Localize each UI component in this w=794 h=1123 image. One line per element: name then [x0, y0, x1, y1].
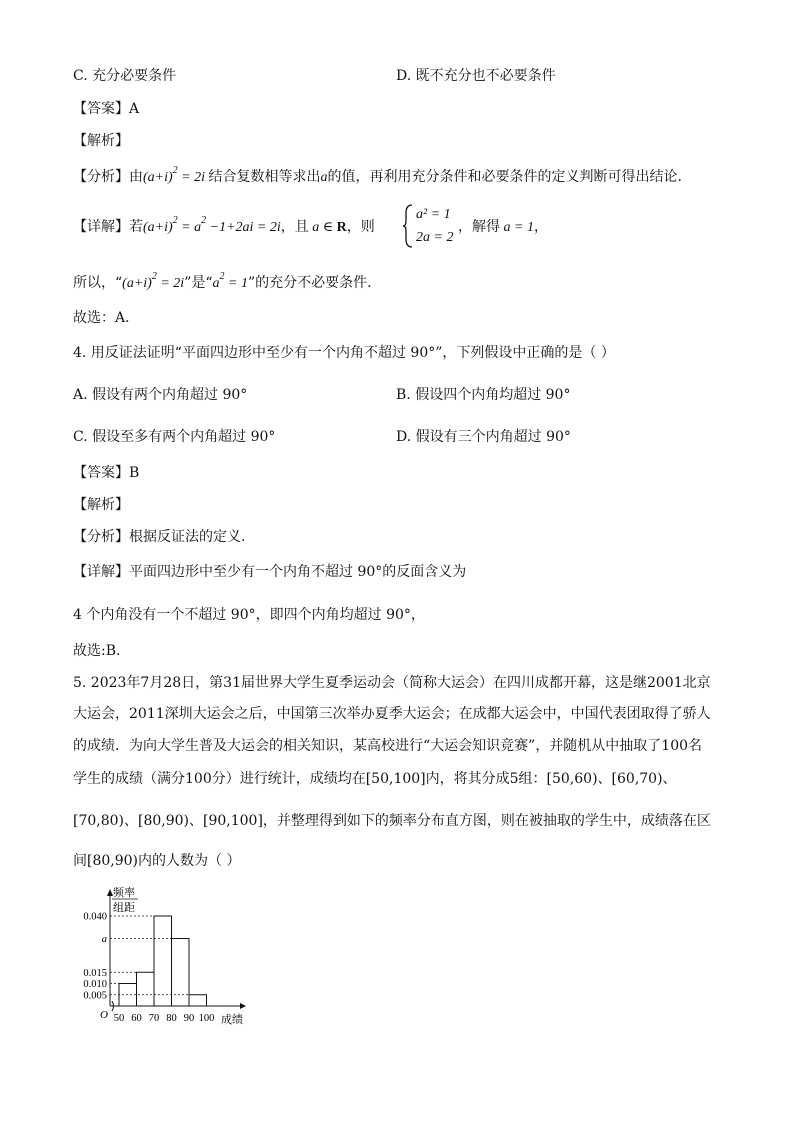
y-tick-label: 0.005 [83, 990, 107, 1002]
q3-jiexi: 【解析】 [73, 133, 129, 149]
q3-a-in-r: a ∈ R [308, 220, 347, 235]
x-tick-label: 100 [198, 1013, 215, 1024]
q3-a-eq-1: a = 1 [500, 220, 534, 235]
q4-option-a: A. 假设有两个内角超过 90° [73, 387, 248, 403]
q3-suoyi-mid: ”是“ [184, 275, 213, 291]
ylabel-top: 频率 [113, 887, 135, 899]
y-tick-label: 0.015 [83, 967, 107, 979]
q3-conclusion [73, 271, 372, 294]
y-tick-label: 0.010 [83, 979, 107, 990]
q3-option-c: C. 充分必要条件 [73, 68, 177, 84]
q5-line2: 大运会，2011深圳大运会之后，中国第三次举办夏季大运会；在成都大运会中，中国代表团取得了骄人 [73, 706, 711, 722]
histogram-bar [189, 995, 207, 1006]
q4-jiexi: 【解析】 [73, 497, 129, 513]
q3-xiangjie-sol: ，解得 [458, 219, 500, 235]
q4-guxuan: 故选:B. [73, 643, 121, 659]
eq-2a: 2a = 2 [416, 230, 454, 245]
y-tick-label: 0.040 [83, 911, 107, 923]
q3-fenxi-tail: 的值，再利用充分条件和必要条件的定义判断可得出结论. [327, 169, 682, 185]
q3-solution: ，解得 a = 1， [458, 219, 548, 235]
q4-option-b: B. 假设四个内角均超过 90° [396, 387, 571, 403]
histogram-bar [172, 939, 190, 1007]
q5-line3: 的成绩．为向大学生普及大运会的相关知识，某高校进行“大运会知识竞赛”，并随机从中抽取了100名 [73, 738, 703, 754]
x-axis-arrow-icon [240, 1003, 246, 1009]
q3-fenxi-a: a [320, 170, 328, 185]
q3-fenxi-formula: $(a+i)^2 = 2i$ [143, 165, 209, 185]
equation-system [402, 203, 414, 253]
histogram-bar [137, 972, 155, 1006]
q3-option-d: D. 既不充分也不必要条件 [396, 68, 556, 84]
x-axis-label: 成绩 [221, 1014, 243, 1026]
q3-xiangjie-formula: $(a+i)^2 = a^2 -1+2ai = 2i$ [143, 215, 281, 235]
q4-option-c: C. 假设至多有两个内角超过 90° [73, 429, 276, 445]
q3-fenxi-post: 结合复数相等求出 [208, 169, 321, 185]
x-tick-label: 80 [166, 1013, 177, 1024]
q5-line6: 间[80,90)内的人数为（ ） [73, 853, 241, 869]
q3-suoyi-a2: $a^2 = 1$ [212, 271, 248, 291]
x-tick-label: 60 [131, 1013, 142, 1024]
q4-option-d: D. 假设有三个内角超过 90° [396, 429, 571, 445]
origin-label: O [100, 1009, 108, 1021]
eq-a-squared: a² = 1 [416, 207, 451, 222]
q3-answer: 【答案】A [73, 101, 140, 117]
q3-guxuan: 故选：A. [73, 310, 130, 326]
q3-fenxi [73, 165, 682, 188]
q4-stem: 4. 用反证法证明“平面四边形中至少有一个内角不超过 90°”，下列假设中正确的是（ ） [73, 345, 615, 361]
q3-suoyi-post: ”的充分不必要条件. [247, 275, 372, 291]
ylabel-bottom: 组距 [113, 902, 135, 914]
x-tick-label: 70 [148, 1013, 160, 1024]
q3-xiangjie-then: ，则 [346, 219, 375, 235]
q5-line1: 5. 2023年7月28日，第31届世界大学生夏季运动会（简称大运会）在四川成都开幕，这是继2001北京 [73, 675, 711, 691]
q3-suoyi-formula: $(a+i)^2 = 2i$ [122, 271, 185, 291]
q5-line5: [70,80)、[80,90)、[90,100]，并整理得到如下的频率分布直方图，则在被抽取的学生中，成绩落在区 [73, 813, 711, 829]
q4-xiangjie: 【详解】平面四边形中至少有一个内角不超过 90°的反面含义为 [73, 564, 467, 580]
q3-xiangjie-mid: ，且 [280, 219, 309, 235]
q4-fenxi: 【分析】根据反证法的定义. [73, 529, 246, 545]
q5-line4: 学生的成绩（满分100分）进行统计，成绩均在[50,100]内，将其分成5组：[50,60)、[60,70)、 [73, 771, 677, 787]
q4-answer: 【答案】B [73, 465, 140, 481]
q4-line2: 4 个内角没有一个不超过 90°，即四个内角均超过 90°， [73, 607, 425, 623]
brace-icon [402, 203, 414, 249]
q3-xiangjie-pre: 【详解】若 [73, 219, 143, 235]
histogram-bar [154, 916, 172, 1006]
x-tick-label: 50 [113, 1013, 125, 1024]
y-tick-label: a [101, 934, 107, 945]
q3-fenxi-pre: 【分析】由 [73, 169, 143, 185]
x-tick-label: 90 [183, 1013, 195, 1024]
q3-xiangjie [73, 215, 375, 238]
frequency-histogram [65, 882, 265, 1032]
q3-suoyi-pre: 所以，“ [73, 275, 123, 291]
